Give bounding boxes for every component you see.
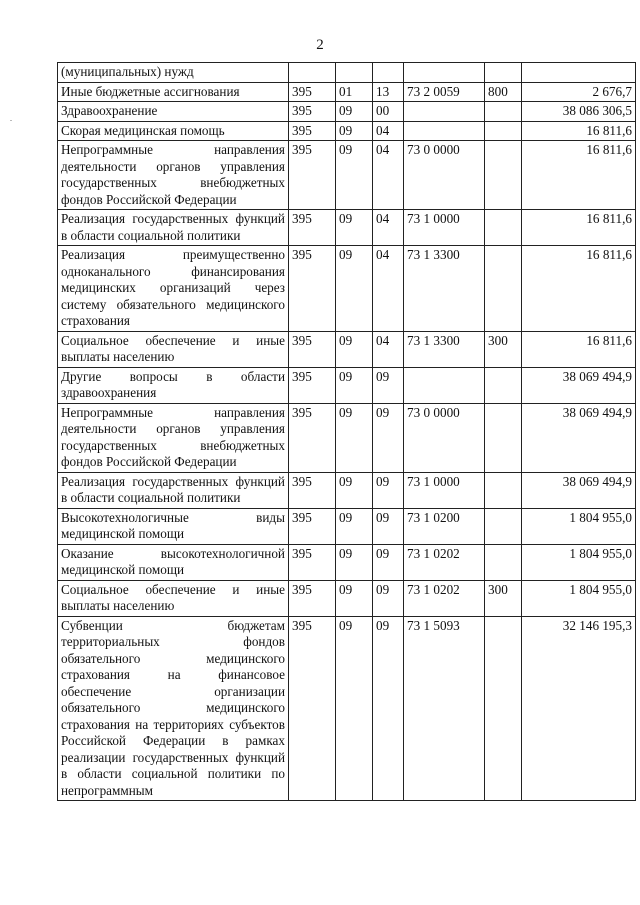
cell-expense-type-code [485,367,522,403]
cell-amount: 1 804 955,0 [522,580,636,616]
cell-section-code: 01 [336,82,373,102]
scan-margin-mark [10,120,12,121]
cell-target-article-code: 73 1 5093 [404,616,485,801]
table-row [58,102,636,122]
cell-ministry-code: 395 [289,210,336,246]
cell-target-article-code [404,367,485,403]
table-row [58,472,636,508]
cell-target-article-code: 73 1 0000 [404,472,485,508]
table-row [58,82,636,102]
cell-row-name: Субвенции бюджетам территориальных фондов обязательного медицинского страхования на финансовое обеспечение организации обязательного медицинского страхования на территориях субъектов Российской Федерации в рамках реализации государственных функций в области социальной политики по непрограммным [58,616,289,801]
cell-row-name: Социальное обеспечение и иные выплаты населению [58,580,289,616]
cell-ministry-code: 395 [289,102,336,122]
cell-subsection-code: 09 [373,403,404,472]
page-number: 2 [316,37,324,53]
cell-amount: 38 086 306,5 [522,102,636,122]
cell-section-code: 09 [336,121,373,141]
cell-section-code: 09 [336,367,373,403]
cell-row-name: Здравоохранение [58,102,289,122]
cell-row-name: Социальное обеспечение и иные выплаты населению [58,331,289,367]
cell-subsection-code: 09 [373,508,404,544]
cell-expense-type-code [485,141,522,210]
cell-ministry-code: 395 [289,121,336,141]
cell-row-name: Иные бюджетные ассигнования [58,82,289,102]
cell-subsection-code: 00 [373,102,404,122]
cell-row-name: Непрограммные направления деятельности органов управления государственных внебюджетных фондов Российской Федерации [58,141,289,210]
table-row [58,544,636,580]
cell-subsection-code: 09 [373,472,404,508]
cell-section-code: 09 [336,403,373,472]
cell-expense-type-code [485,472,522,508]
cell-expense-type-code: 300 [485,331,522,367]
cell-section-code: 09 [336,246,373,332]
cell-amount: 38 069 494,9 [522,403,636,472]
cell-subsection-code: 04 [373,210,404,246]
cell-section-code: 09 [336,544,373,580]
table-row [58,63,636,83]
cell-target-article-code: 73 0 0000 [404,403,485,472]
cell-ministry-code: 395 [289,82,336,102]
cell-ministry-code: 395 [289,367,336,403]
cell-amount: 38 069 494,9 [522,367,636,403]
table-row [58,246,636,332]
cell-row-name: Другие вопросы в области здравоохранения [58,367,289,403]
cell-ministry-code: 395 [289,472,336,508]
cell-expense-type-code [485,210,522,246]
cell-row-name: (муниципальных) нужд [58,63,289,83]
cell-section-code: 09 [336,580,373,616]
cell-target-article-code [404,102,485,122]
cell-target-article-code: 73 1 0000 [404,210,485,246]
cell-expense-type-code [485,508,522,544]
cell-expense-type-code [485,102,522,122]
cell-amount: 38 069 494,9 [522,472,636,508]
cell-expense-type-code: 300 [485,580,522,616]
cell-ministry-code: 395 [289,403,336,472]
cell-amount: 16 811,6 [522,210,636,246]
cell-subsection-code: 09 [373,580,404,616]
table-row [58,141,636,210]
cell-target-article-code: 73 1 3300 [404,246,485,332]
cell-ministry-code: 395 [289,141,336,210]
cell-section-code: 09 [336,141,373,210]
cell-amount [522,63,636,83]
cell-section-code [336,63,373,83]
table-row [58,403,636,472]
cell-target-article-code: 73 0 0000 [404,141,485,210]
cell-subsection-code: 04 [373,141,404,210]
cell-target-article-code: 73 1 3300 [404,331,485,367]
cell-subsection-code: 09 [373,544,404,580]
cell-ministry-code: 395 [289,580,336,616]
table-row [58,616,636,801]
cell-expense-type-code [485,544,522,580]
cell-amount: 16 811,6 [522,121,636,141]
cell-ministry-code: 395 [289,508,336,544]
cell-section-code: 09 [336,210,373,246]
table-row [58,580,636,616]
cell-amount: 32 146 195,3 [522,616,636,801]
cell-section-code: 09 [336,331,373,367]
cell-ministry-code: 395 [289,246,336,332]
cell-target-article-code [404,63,485,83]
cell-row-name: Скорая медицинская помощь [58,121,289,141]
budget-table-body [58,63,636,801]
cell-subsection-code: 09 [373,367,404,403]
table-row [58,508,636,544]
cell-expense-type-code [485,616,522,801]
budget-table [57,62,636,801]
cell-section-code: 09 [336,616,373,801]
cell-target-article-code: 73 1 0202 [404,580,485,616]
cell-ministry-code [289,63,336,83]
cell-row-name: Непрограммные направления деятельности органов управления государственных внебюджетных фондов Российской Федерации [58,403,289,472]
cell-expense-type-code [485,121,522,141]
cell-row-name: Реализация государственных функций в области социальной политики [58,210,289,246]
cell-subsection-code: 04 [373,246,404,332]
cell-expense-type-code [485,246,522,332]
cell-row-name: Высокотехнологичные виды медицинской помощи [58,508,289,544]
cell-expense-type-code [485,63,522,83]
cell-section-code: 09 [336,102,373,122]
cell-row-name: Реализация преимущественно одноканального финансирования медицинских организаций через систему обязательного медицинского страхования [58,246,289,332]
cell-section-code: 09 [336,508,373,544]
cell-target-article-code: 73 2 0059 [404,82,485,102]
cell-ministry-code: 395 [289,331,336,367]
cell-subsection-code: 04 [373,121,404,141]
cell-subsection-code: 04 [373,331,404,367]
cell-row-name: Оказание высокотехнологичной медицинской помощи [58,544,289,580]
cell-target-article-code: 73 1 0200 [404,508,485,544]
cell-subsection-code [373,63,404,83]
cell-subsection-code: 09 [373,616,404,801]
table-row [58,121,636,141]
cell-subsection-code: 13 [373,82,404,102]
cell-amount: 1 804 955,0 [522,508,636,544]
cell-ministry-code: 395 [289,616,336,801]
cell-amount: 16 811,6 [522,331,636,367]
cell-expense-type-code: 800 [485,82,522,102]
table-row [58,210,636,246]
table-row [58,367,636,403]
cell-amount: 16 811,6 [522,246,636,332]
cell-amount: 1 804 955,0 [522,544,636,580]
cell-amount: 2 676,7 [522,82,636,102]
cell-target-article-code: 73 1 0202 [404,544,485,580]
cell-expense-type-code [485,403,522,472]
cell-amount: 16 811,6 [522,141,636,210]
table-row [58,331,636,367]
cell-section-code: 09 [336,472,373,508]
cell-target-article-code [404,121,485,141]
cell-ministry-code: 395 [289,544,336,580]
cell-row-name: Реализация государственных функций в области социальной политики [58,472,289,508]
